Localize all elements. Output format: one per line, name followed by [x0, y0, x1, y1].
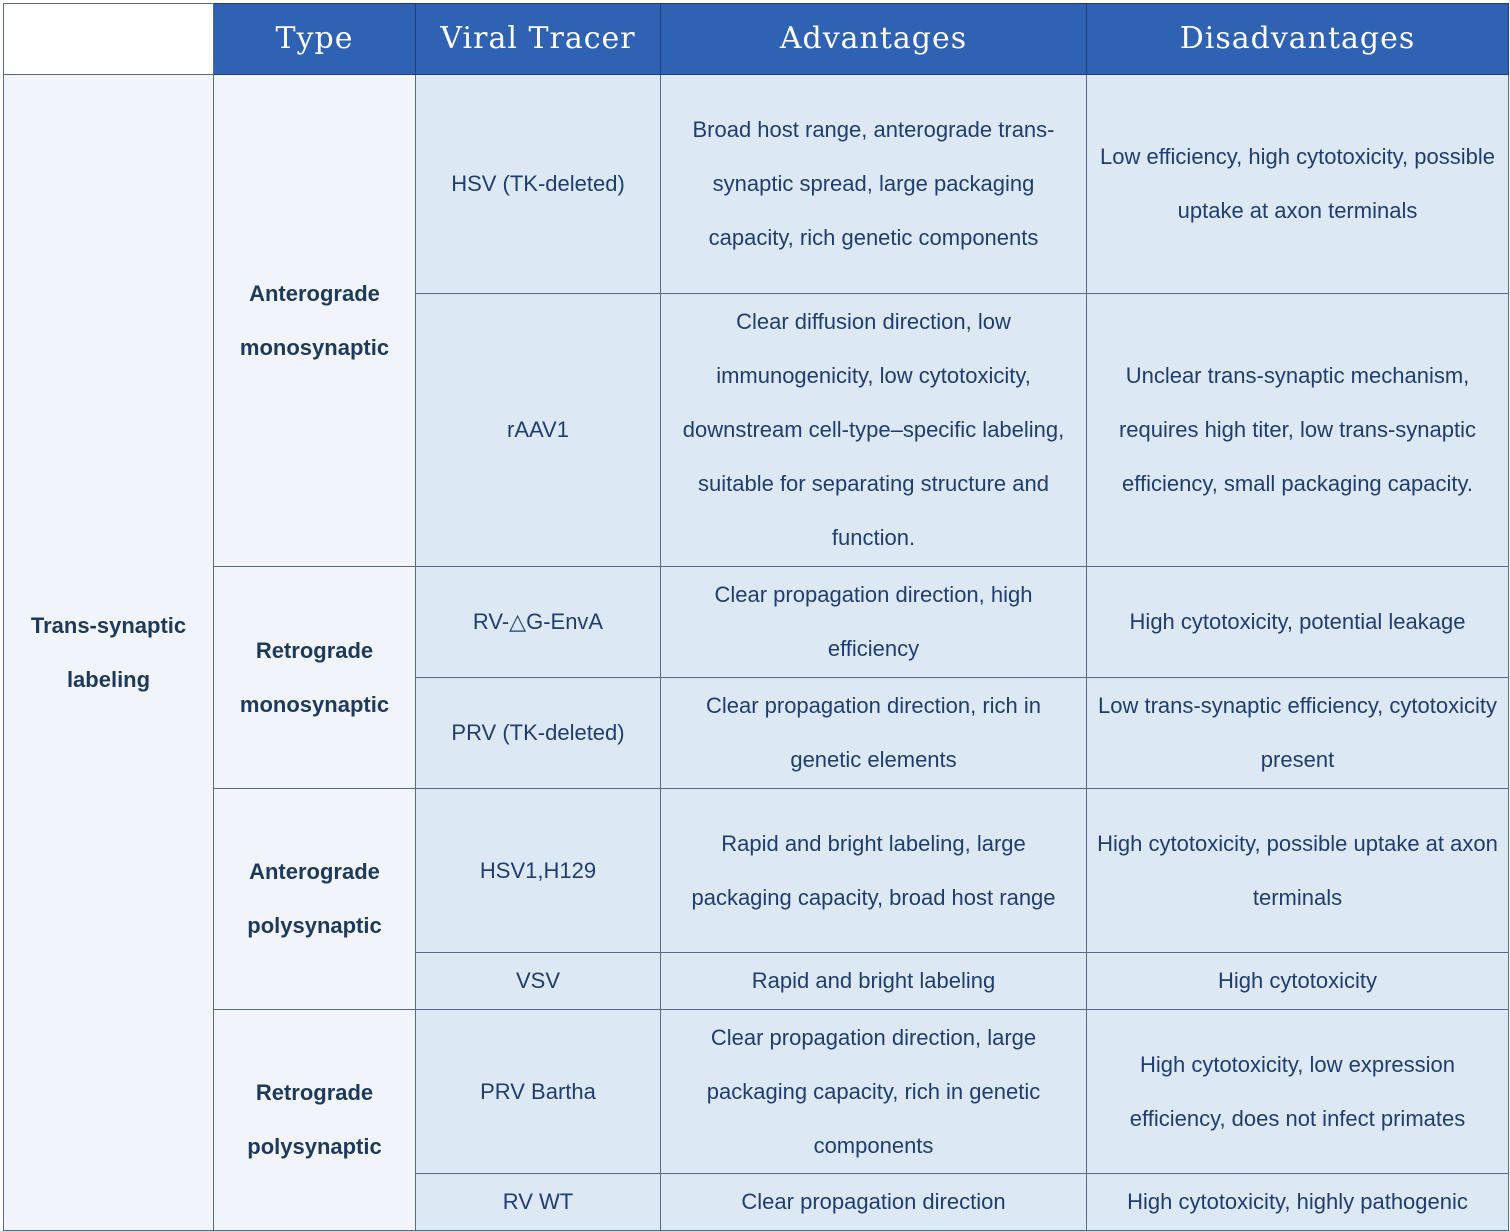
advantages-cell: Clear propagation direction, high efficiency	[661, 567, 1087, 678]
disadvantages-cell: Unclear trans-synaptic mechanism, requires high titer, low trans-synaptic efficiency, small packaging capacity.	[1087, 294, 1509, 567]
header-type: Type	[214, 4, 416, 75]
advantages-cell: Rapid and bright labeling, large packaging capacity, broad host range	[661, 789, 1087, 953]
table-row	[4, 75, 1509, 294]
tracer-cell: PRV Bartha	[416, 1010, 661, 1174]
tracer-cell: rAAV1	[416, 294, 661, 567]
advantages-cell: Clear diffusion direction, low immunogenicity, low cytotoxicity, downstream cell-type–specific labeling, suitable for separating structure and function.	[661, 294, 1087, 567]
disadvantages-cell: High cytotoxicity, possible uptake at axon terminals	[1087, 789, 1509, 953]
type-cell: Anterograde polysynaptic	[214, 789, 416, 1010]
advantages-cell: Broad host range, anterograde trans-synaptic spread, large packaging capacity, rich genetic components	[661, 75, 1087, 294]
disadvantages-cell: High cytotoxicity	[1087, 953, 1509, 1010]
table-row	[4, 789, 1509, 953]
viral-tracer-table	[3, 3, 1509, 1231]
table-row	[4, 567, 1509, 678]
header-blank	[4, 4, 214, 75]
tracer-cell: HSV (TK-deleted)	[416, 75, 661, 294]
disadvantages-cell: High cytotoxicity, potential leakage	[1087, 567, 1509, 678]
type-cell: Retrograde monosynaptic	[214, 567, 416, 789]
tracer-cell: RV-△G-EnvA	[416, 567, 661, 678]
table-row	[4, 1010, 1509, 1174]
type-cell: Retrograde polysynaptic	[214, 1010, 416, 1231]
tracer-cell: VSV	[416, 953, 661, 1010]
category-cell: Trans-synaptic labeling	[4, 75, 214, 1231]
advantages-cell: Rapid and bright labeling	[661, 953, 1087, 1010]
header-viral-tracer: Viral Tracer	[416, 4, 661, 75]
disadvantages-cell: Low efficiency, high cytotoxicity, possible uptake at axon terminals	[1087, 75, 1509, 294]
disadvantages-cell: Low trans-synaptic efficiency, cytotoxicity present	[1087, 678, 1509, 789]
header-row	[4, 4, 1509, 75]
tracer-cell: PRV (TK-deleted)	[416, 678, 661, 789]
advantages-cell: Clear propagation direction	[661, 1174, 1087, 1231]
disadvantages-cell: High cytotoxicity, highly pathogenic	[1087, 1174, 1509, 1231]
header-advantages: Advantages	[661, 4, 1087, 75]
tracer-cell: HSV1,H129	[416, 789, 661, 953]
type-cell: Anterograde monosynaptic	[214, 75, 416, 567]
advantages-cell: Clear propagation direction, large packaging capacity, rich in genetic components	[661, 1010, 1087, 1174]
advantages-cell: Clear propagation direction, rich in genetic elements	[661, 678, 1087, 789]
disadvantages-cell: High cytotoxicity, low expression efficiency, does not infect primates	[1087, 1010, 1509, 1174]
header-disadvantages: Disadvantages	[1087, 4, 1509, 75]
tracer-cell: RV WT	[416, 1174, 661, 1231]
